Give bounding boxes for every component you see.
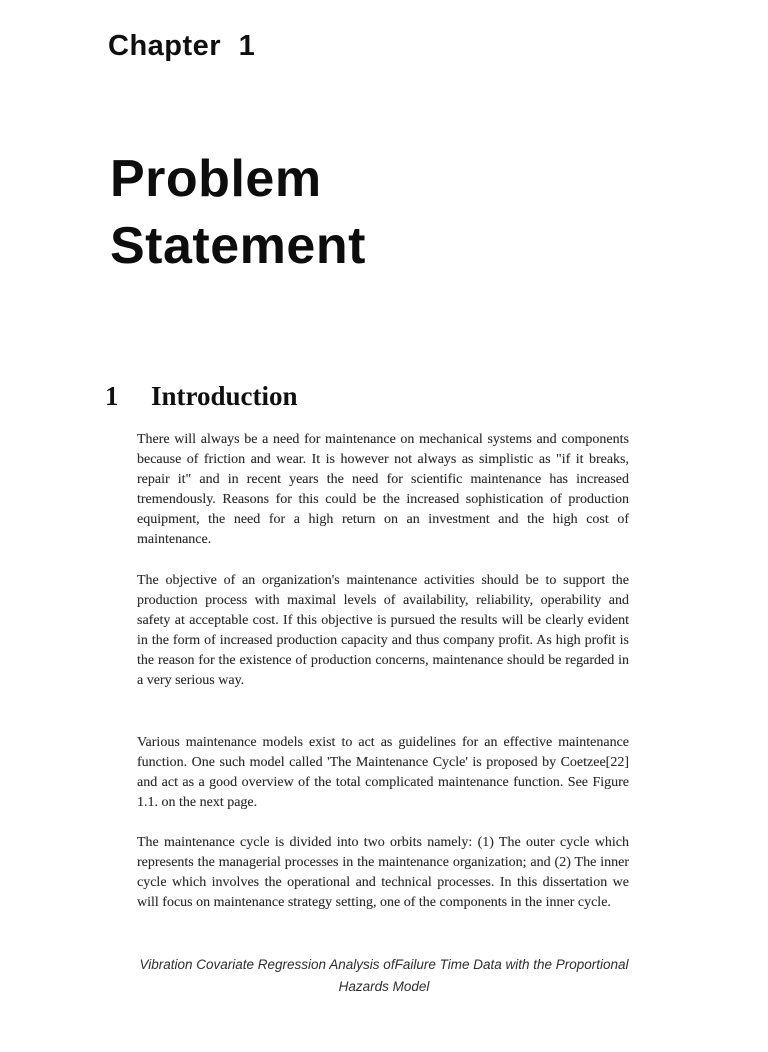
title-line-2: Statement xyxy=(110,217,366,275)
body-text xyxy=(137,430,629,913)
page-footer xyxy=(0,954,768,998)
footer-line-2: Hazards Model xyxy=(338,979,430,994)
title-line-1: Problem xyxy=(110,150,322,208)
chapter-label: Chapter 1 xyxy=(108,30,256,62)
section-title: Introduction xyxy=(151,381,298,411)
section-number: 1 xyxy=(105,381,119,411)
paragraph-1: There will always be a need for maintenance on mechanical systems and components because of friction and wear. It is however not always as simplistic as "if it breaks, repair it" and in recent years the need for scientific maintenance has increased tremendously. Reasons for this could be the increased sophistication of production equipment, the need for a high return on an investment and the high cost of maintenance. xyxy=(137,432,629,547)
paragraph-3: Various maintenance models exist to act as guidelines for an effective maintenance function. One such model called 'The Maintenance Cycle' is proposed by Coetzee[22] and act as a good overview of the total complicated maintenance function. See Figure 1.1. on the next page. xyxy=(137,735,629,810)
paragraph-4: The maintenance cycle is divided into two orbits namely: (1) The outer cycle which represents the managerial processes in the maintenance organization; and (2) The inner cycle which involves the operational and technical processes. In this dissertation we will focus on maintenance strategy setting, one of the components in the inner cycle. xyxy=(137,835,629,910)
page-title xyxy=(110,146,366,280)
section-heading xyxy=(105,380,298,413)
footer-line-1: Vibration Covariate Regression Analysis ofFailure Time Data with the Proportional xyxy=(139,957,629,972)
paragraph-2: The objective of an organization's maintenance activities should be to support the production process with maximal levels of availability, reliability, operability and safety at acceptable cost. If this objective is pursued the results will be clearly evident in the form of increased production capacity and thus company profit. As high profit is the reason for the existence of production concerns, maintenance should be regarded in a very serious way. xyxy=(137,573,629,688)
